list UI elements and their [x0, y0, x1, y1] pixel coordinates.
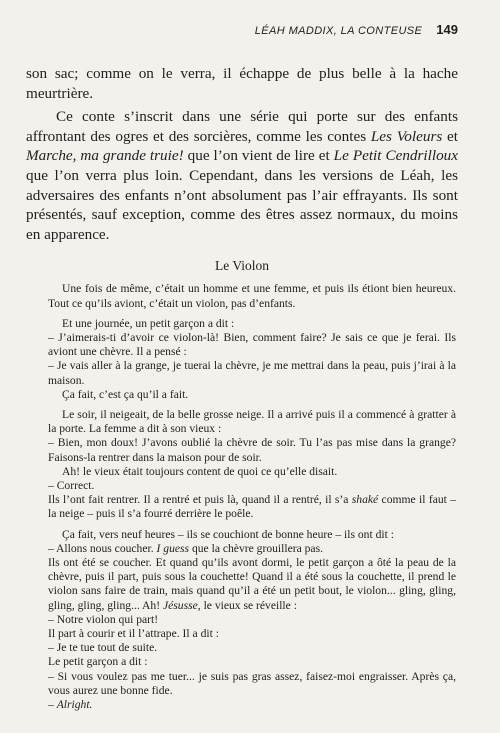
- story-line: – Je vais aller à la grange, je tuerai la chèvre, je me mettrai dans la peau, puis j’irai à la maison.: [48, 359, 456, 387]
- tale-title-cendrilloux: Le Petit Cendrilloux: [333, 147, 459, 165]
- story-line: Il part à courir et il l’attrape. Il a dit :: [48, 627, 219, 641]
- text-run: que l’on verra plus loin. Cependant, dans les versions de Léah, les adversaires des enfants n’ont absolument pas l’air effrayants. Ils sont présentés, sauf exception, comme des êtres assez normaux, du moins en apparence.: [26, 166, 458, 243]
- tale-title-les-voleurs: Les Voleurs: [370, 127, 443, 145]
- page-header: [26, 22, 458, 42]
- story-title: Le Violon: [214, 258, 270, 274]
- text-run: et: [442, 127, 458, 145]
- text-run: –: [48, 698, 57, 712]
- story-line: Ah! le vieux était toujours content de quoi ce qu’elle disait.: [62, 464, 338, 478]
- running-title: LÉAH MADDIX, LA CONTEUSE: [254, 25, 423, 37]
- story-text: [26, 282, 458, 712]
- story-section-2: [48, 408, 456, 522]
- text-run-italic: Jésusse: [162, 598, 198, 612]
- text-run-italic: Alright.: [56, 698, 93, 712]
- story-line: – Bien, mon doux! J’avons oublié la chèvre de soir. Tu l’as pas mise dans la grange? Faisons-la rentrer dans la maison pour de soir.: [48, 436, 456, 464]
- story-line: [48, 556, 456, 613]
- text-run-italic: shaké: [351, 493, 379, 507]
- story-line: Ça fait, vers neuf heures – ils se couchiont de bonne heure – ils ont dit :: [62, 527, 394, 541]
- commentary-text: [26, 64, 458, 244]
- story-line: Et une journée, un petit garçon a dit :: [62, 316, 235, 330]
- story-paragraph-opening: Une fois de même, c’était un homme et une femme, et puis ils étiont bien heureux. Tout ce qu’ils aviont, c’était un violon, pas d’enfants.: [48, 282, 456, 310]
- text-run: Ils l’ont fait rentrer. Il a rentré et puis là, quand il a rentré, il s’a: [48, 493, 352, 507]
- story-line: Le petit garçon a dit :: [48, 655, 148, 669]
- text-run: que l’on vient de lire et: [183, 147, 334, 165]
- story-line: – Notre violon qui part!: [48, 612, 159, 626]
- tale-title-marche: Marche, ma grande truie!: [26, 147, 184, 165]
- text-run: – Allons nous coucher.: [48, 541, 157, 555]
- text-run: Ce conte s’inscrit dans une série qui porte sur des enfants affrontant des ogres et des sorcières, comme les contes: [26, 108, 458, 145]
- text-run: comme il faut – la neige – puis il s’a fourré derrière le poêle.: [48, 493, 457, 521]
- story-line: [48, 698, 456, 712]
- story-line: [48, 542, 456, 556]
- story-line: Le soir, il neigeait, de la belle grosse neige. Il a arrivé puis il a commencé à gratter à la porte. La femme a dit à son vieux :: [48, 407, 456, 436]
- paragraph-continuation: son sac; comme on le verra, il échappe de plus belle à la hache meurtrière.: [26, 65, 458, 102]
- page-number: 149: [436, 22, 458, 37]
- story-line: – Correct.: [48, 478, 95, 492]
- story-line: – J’aimerais-ti d’avoir ce violon-là! Bien, comment faire? Je sais ce que je ferai. Ils aviont une chèvre. Il a pensé :: [48, 330, 456, 359]
- story-section-3: [48, 528, 456, 713]
- text-run-italic: I guess: [156, 541, 190, 555]
- story-line: [48, 493, 456, 521]
- story-line: – Je te tue tout de suite.: [48, 641, 158, 655]
- story-section-1: [48, 317, 456, 402]
- paragraph-series: [26, 107, 458, 244]
- text-run: Ils ont été se coucher. Et quand qu’ils avont dormi, le petit garçon a ôté la peau de la chèvre, puis il part, puis sous la couchette! Quand il a été sous la couchette, il prend le violon sans faire de train, mais quand qu’il a été un petit bout, le violon... gling, gling, gling, gling, gling... Ah!: [48, 556, 456, 612]
- text-run: , le vieux se réveille :: [197, 598, 297, 612]
- story-line: – Si vous voulez pas me tuer... je suis pas gras assez, faisez-moi engraisser. Après ça, vous aurez une bonne fide.: [48, 669, 456, 697]
- text-run: que la chèvre grouillera pas.: [189, 541, 323, 555]
- story-line: Ça fait, c’est ça qu’il a fait.: [62, 387, 189, 401]
